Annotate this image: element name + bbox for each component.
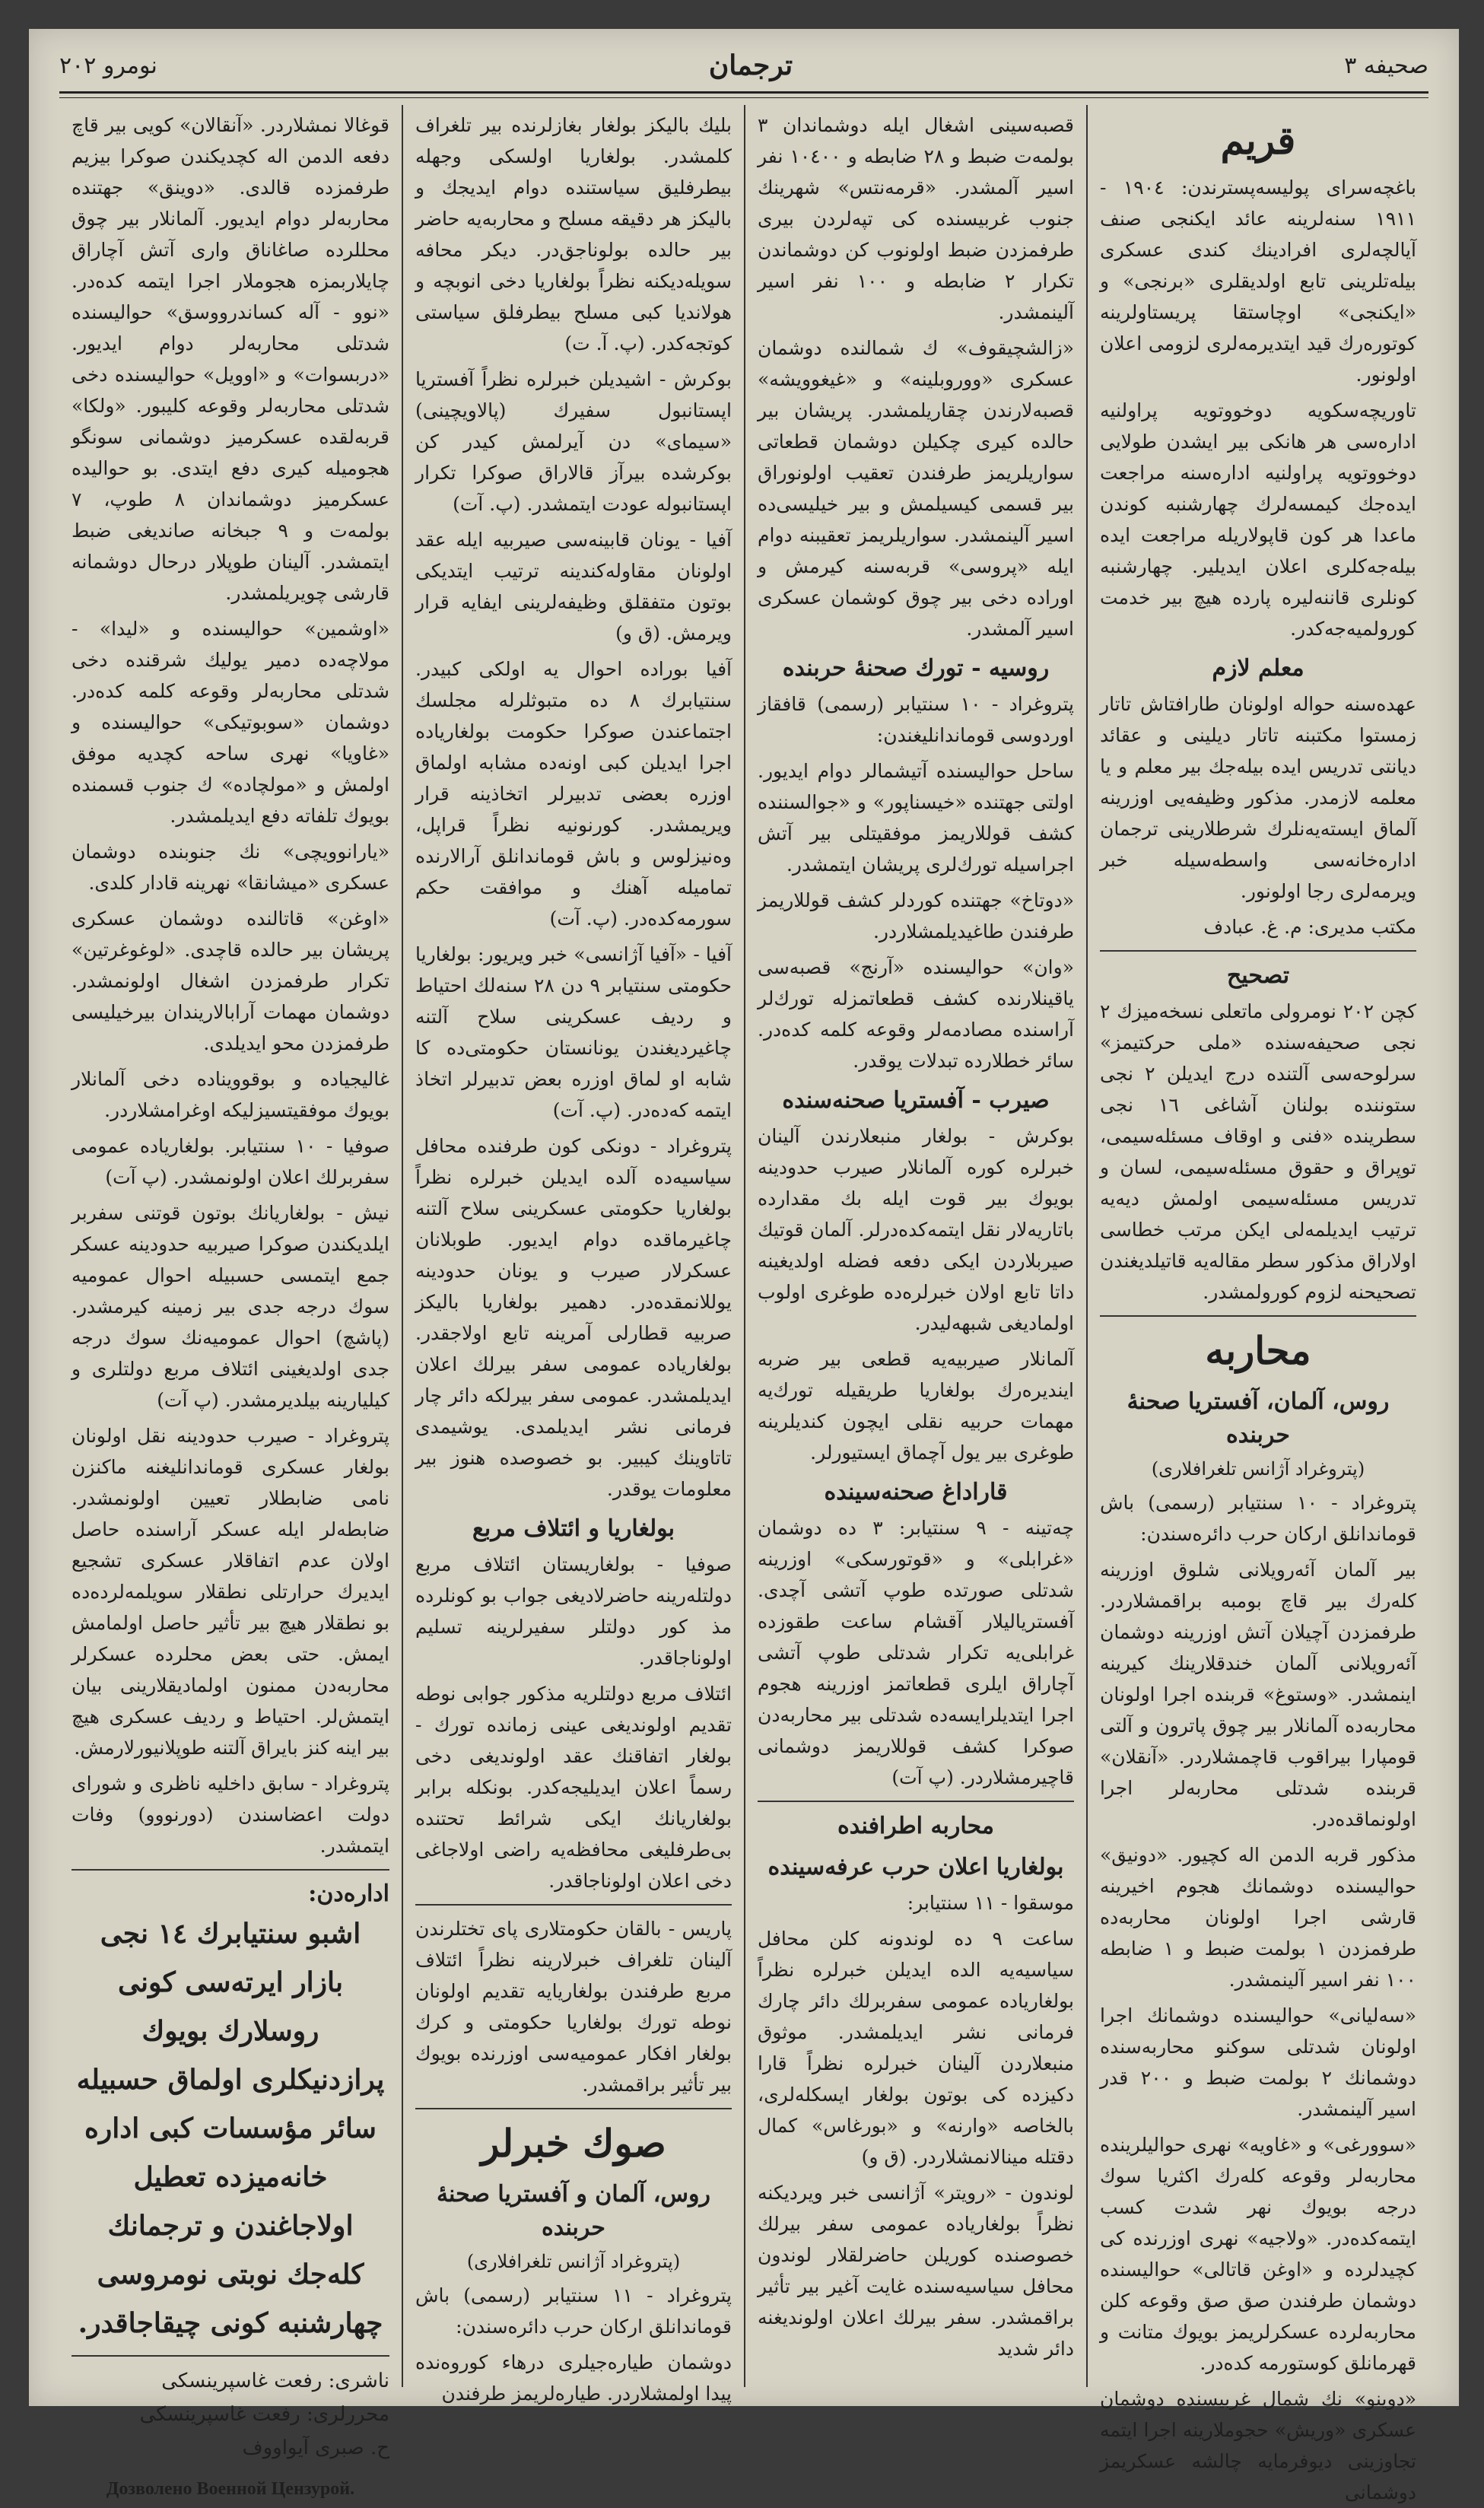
column-2 [744,105,1086,2387]
publisher-line [71,2364,389,2398]
article-paragraph: بوكرش - اشیدیلن خبرلره نظراً آفستریا اپستانبول سفیرك (پالاویچینی) «سیمای» دن آیرلمش كیدر كن بوكرشده بیرآز قالاراق صوكرا تكرار اپستانبوله عودت ایتمشدر. (پ. آت) [415,368,732,515]
administration-notice-body: اشبو سنتیابرك ١٤ نجی بازار ایرته‌سی كونی روسلارك بویوك پرازدنیكلری اولماق حسبیله سائر مؤسسات كبی اداره خانه‌میزده تعطیل اولاجاغندن و ترجمانك كله‌جك نوبتی نومروسی چهارشنبه كونی چیقاجاقدر. [76,1918,385,2339]
article-paragraph: «زالشچیقوف» ك شمالنده دوشمان عسكری «ووروبلینه» و «غیغوویشه» قصبه‌لارندن چقاریلمشدر. پریشان بیر حالده كیری چكیلن دوشمان قطعاتی سواریلریمز طرفندن تعقیب اولونوراق بیر قسمی كیسیلمش و بیر خیلیسی‌ده اسیر آلینمشدر. سواریلریمز تعقیبنه دوام ایله «پروسی» قربه‌سنه كیرمش و اوراده دخی بیر چوق كوشمان عسكری اسیر آلمشدر. [758,337,1074,640]
article-paragraph: پتروغراد - ١١ سنتیابر (رسمی) باش قوماندانلق ارکان حرب دائره‌سندن: [415,2284,732,2338]
article-paragraph: باغچه‌سرای پولیسه‌پسترندن: ١٩٠٤ - ١٩١١ سنه‌لرینه عائد ایکنجی صنف آیالچه‌لری افرادینك كندی عسكری بیله‌تلرینی تابع اولدیقلری «برنجی» و «ایکنجی» اوچاستقا پریستاولرینه كوتوره‌رك قید ایتدیرمه‌لری لزومی اعلان اولونور. [1100,176,1416,386]
article-paragraph: نیش - بولغاریانك بوتون قوتنی سفربر ایلدیكندن صوكرا صیربیه حدودینه عسكر جمع ایتمسی حسبیله احوال عمومیه سوك درجه جدی بیر زمینه كیرمشدر. (پاشچ) احوال عمومیه‌نك سوك درجه جدی اولدیغینی ائتلاف مربع دولتلری و كیلیارینه بیلدیرمشدر. (پ آت) [71,1202,389,1411]
article-paragraph: «یارانوویچی» نك جنوبنده دوشمان عسكری «میشانقا» نهرینه قادار كلدی. [71,841,389,894]
section-heading-russia-turkey: روسیه - تورك صحنهٔ حربنده [782,655,1050,682]
article-paragraph: موسقوا - ١١ سنتیابر: [907,1892,1074,1914]
editor-name: رفعت غاسپرینسكی [139,2403,300,2426]
administration-notice-title: اداره‌دن: [308,1880,389,1907]
article-paragraph: «سوورغی» و «غاویه» نهری حوالیلرینده محاربه‌لر وقوعه كله‌رك اكثریا سوك درجه بویوك نهر شدت كسب ایتمه‌كده‌در. «ولاجیه» نهری اوزرنده كی كچیدلرده و «اوغن قاتالی» حوالیسنده دوشمان طرفندن صق صق وقوعه كلن محاربه‌لرده عسكرلریمز بویوك متانت و قهرمانلق كوستورمه كده‌در. [1100,2134,1416,2374]
section-heading-bulgaria-entente: بولغاریا و ائتلاف مربع [472,1515,675,1542]
correction-heading: تصحیح [1226,962,1290,989]
divider [415,1904,732,1906]
column-1 [1086,105,1428,2503]
divider [1100,1315,1416,1317]
notice-body: عهده‌سنه حواله اولونان طارافتاش تاتار زمستوا مکتبنه تاتار دیلینی و عقائد دیانتی تدریس ایده بیله‌جك بیر معلم و یا معلمه لازمدر. مذکور وظیفه‌یی اوزرینه آلماق ایسته‌یه‌نلرك شرطلارینی ترجمان اداره‌خانه‌سی واسطه‌سیله خبر ویرمه‌لری رجا اولونور. [1100,693,1416,902]
page-number: صحيفه ٣ [1344,52,1428,79]
article-paragraph: صوفیا - ١٠ سنتیابر. بولغاریاده عمومی سفربرلك اعلان اولونمشدر. (پ آت) [71,1135,389,1188]
war-subheading: روس، آلمان، آفستریا صحنهٔ حربنده [1127,1388,1390,1448]
article-paragraph: لوندون - «رویتر» آژانسی خبر ویردیكنه نظراً بولغاریاده عمومی سفر بیرلك خصوصنده كوریلن حاضرلقلار لوندون محافل سیاسیه‌سنده غایت آغیر بیر تأثیر براقمشدر. سفر بیرلك اعلان اولوندیغنه دائر شدید [758,2182,1074,2360]
newspaper-title: ترجمان [708,49,793,81]
article-paragraph: آلمانلار صیربیه‌یه قطعی بیر ضربه ایندیره‌رك بولغاریا طریقیله تورك‌یه مهمات حربیه نقلی ایچون كندیلرینه طوغری بیر یول آچماق ایستیورلر. [758,1348,1074,1464]
section-heading-around-war: محاربه اطرافنده [837,1813,994,1839]
article-paragraph: آفیا بوراده احوال یه اولكی كبیدر. سنتیابرك ٨ ده متبوثلرله مجلسك اجتماعندن صوكرا حكومت بولغاریاده اجرا ایدیلن كبی اونه‌ده مشابه اولماق اوزره بعضی تدبیرلر اتخاذینه قرار ویریمشدر. كورنونیه نظراً قراپل، وه‌نیزلوس و باش قوماندانلق آرالارنده تماميله آهنك و موافقت حكم سورمه‌كده‌در. (پ. آت) [415,658,732,930]
issue-number: نومرو ٢٠٢ [59,52,157,79]
newspaper-page [29,29,1459,2503]
column-4 [59,105,402,2499]
section-heading-crimea: قريم [1220,118,1296,163]
article-paragraph: آفیا - «آفیا آژانسی» خبر ویریور: بولغاریا حكومتی سنتیابر ٩ دن ٢٨ سنه‌لك احتیاط و ردیف عسكرینی سلاح آلتنه چاغیردیغندن یونانستان حكومتی‌ده كا شابه او لماق اوزره بعض تدبیرلر اتخاذ ایتمه كه‌ده‌در. (پ. آت) [415,943,732,1121]
article-paragraph: پتروغراد - صیرب حدودینه نقل اولونان بولغار عسكری قوماندانلیغنه ماكنزن نامی ضابطلار تعیین اولونمشدر. ضابطه‌لر ایله عسكر آراسنده حاصل اولان عدم اتفاقلار عسكری تشجیع ایدیرك حرارتلی نطقلار سویلمه‌لرده‌ده بو نطقلار هیچ بیر تأثیر حاصل اولمامش ایمش. حتی بعض محلرده عسكرلر محاربه‌دن ممنون اولمادیقلارینی بیان ایتمش‌لر. احتیاط و ردیف عسكری هیچ بیر اینه كنز بایراق آلتنه طوپلانیورلارمش. [71,1425,389,1759]
section-heading-serbia-austria: صیرب - آفستریا صحنه‌سنده [782,1087,1050,1114]
article-paragraph: قصبه‌سینی اشغال ایله دوشماندان ٣ بولمه‌ت ضبط و ٢٨ ضابطه و ١٠٤٠٠ نفر اسیر آلمشدر. «قرمه‌نتس» شهرینك جنوب غربیسنده كی تپه‌لردن بیری طرفمزدن ضبط اولونوب كن دوشماندن تكرار ٢ ضابطه و ١٠٠ نفر اسیر آلینمشدر. [758,114,1074,323]
masthead-rule [59,91,1428,94]
article-paragraph: «دوینو» نك شمال غربیسنده دوشمان عسكری «وریش» حجوملارینه اجرا ایتمه تجاوزینی دیوفرمایه چالشه عسكریمز دوشمانی [1100,2388,1416,2503]
article-paragraph: چه‌تینه - ٩ سنتیابر: ٣ ده دوشمان «غرابلی» و «قوتورسكی» اوزرینه شدتلی صورتده طوپ آتشی آچدی. آفستریالیلار آقشام ساعت طقوزده غرابلی‌یه تكرار شدتلی طوپ آتشی آچاراق ایلری قطعاتمز اوزرینه هجوم اجرا ایتدیلر‌ایسه‌ده شدتلی بیر محاربه‌دن صوكرا كشف قوللاریمز دوشمانی قاچیرمشلاردر. (پ آت) [758,1517,1074,1788]
article-paragraph: ائتلاف مربع دولتلریه مذكور جوابی نوطه تقدیم اولوندیغی عینی زمانده تورك - بولغار اتفاقنك عقد اولوندیغی دخی رسماً اعلان ایدیلیجه‌كدر. بونكله برابر بولغاریانك ایكی شرائط تحتنده بی‌طرفلیغی محافظه‌یه راضی اولاجاغی دخی اعلان اولو‌ناجاقدر. [415,1683,732,1892]
latest-news-source: (پتروغراد آژانس تلغرافلاری) [466,2251,681,2272]
article-paragraph: «دوتاخ» جهتنده كوردلر كشف قوللاریمز طرفندن طاغیدیلمشلاردر. [758,889,1074,942]
censorship-note: Дозволено Военной Цензурой. [106,2479,355,2499]
article-paragraph: بوكرش - بولغار منبعلارندن آلینان خبرلره كوره آلمانلار صیرب حدودینه بویوك بیر قوت ایله بك مقدارده باتاريه‌لار نقل ایتمه‌كده‌درلر. آلمان قوتیك صیربلاردن ایكی دفعه فضله اولدیغینه داتا تابع اولان خبرلره‌ده طوغری اولوب اولمادیغی شبهه‌لیدر. [758,1125,1074,1334]
divider [758,1801,1074,1802]
article-paragraph: «اوغن» قاتالنده دوشمان عسكری پریشان بیر حالده قاچدی. «لوغوغرتین» تكرار طرفمزدن اشغال اولونمشدر. دوشمان مهمات آرابالاریندان بیرخیلیسی طرفمزدن محو ایدیلدی. [71,908,389,1054]
divider [1100,950,1416,952]
war-heading: محاربه [1205,1328,1311,1373]
divider [71,1869,389,1871]
article-paragraph: مذكور قربه الدمن اله كچيور. «دونیق» حوالیسنده دوشمانك هجوم اخیرینه قارشی اجرا اولونان محاربه‌ده طرفمزدن ١ بولمت ضبط و ١ ضابطه ١٠٠ نفر اسیر آلینمشدر. [1100,1844,1416,1991]
article-paragraph: ساحل حوالیسنده آتیشمالر دوام ایدیور. اولتی جهتنده «خیسناپور» و «جوالسننده كشف قوللاریمز موفقیتلی بیر آتش اجراسیله تورك‌لری پریشان ایتمشدر. [758,760,1074,876]
article-paragraph: پتروغراد - دونكی كون طرفنده محافل سیاسیه‌ده آلده ایدیلن خبرلره نظراً بولغاریا حكومتی عسكرینی سلاح آلتنه چاغیرماقده دوام ایدیور. طوبلانان عسكرلار صیرب و یونان حدودینه یوللانمقده‌در. دهمیر بولغاریا بالیكز صربیه‌ قطارلی آمرینه تابع اولاجقدر. بولغاریاده عمومی سفر بیرلك اعلان ایدیلمشدر. عمومی سفر بیرلكه دائر چار فرمانی نشر ایدیلمدی. یوشیمدی تاتاوینك كیبیر. بو خصوصده هنوز بیر معلومات یوقدر. [415,1135,732,1500]
columns [59,105,1428,2503]
article-paragraph: «سه‌لیانی» حوالیسنده دوشمانك اجرا اولونان شدتلی سوكنو محاربه‌سنده دوشمانك ٢ بولمت ضبط و ٢٠٠ قدر اسیر آلینمشدر. [1100,2004,1416,2120]
war-source: (پتروغراد آژانس تلغرافلاری) [1151,1458,1365,1480]
notice-signature: مکتب مدیری: م. غ. عبادف [1203,916,1416,938]
article-paragraph: غالیجیاده و بوقوویناده دخی آلمانلار بویوك موفقیتسیزلیكه اوغرامشلاردر. [71,1068,389,1121]
editors-label: محررلری: [307,2403,389,2426]
notice-heading-teacher: معلم لازم [1212,655,1304,682]
publisher-label: ناشری: [328,2370,389,2392]
article-paragraph: «وان» حوالیسنده «آرنج» قصبه‌سی یاقینلارنده كشف قطعاتمزله تورك‌لر آراسنده مصادمه‌لر وقوعه كلمه كده‌در. سائر خطلارده تبدلات یوقدر. [758,956,1074,1072]
editors-block [71,2398,389,2465]
article-paragraph: «اوشمین» حوالیسنده و «لیدا» - مولاچه‌ده دمیر یولیك شرقنده دخی شدتلی محاربه‌لر وقوعه كلمه كده‌در. دوشمان «سوبوتیكی» حوالیسنده و «غاویا» نهری ساحه كچدیه موفق اولمش و «مولچاده» ك جنوب قسمنده بویوك تلفاته دفع ایدیلمشدر. [71,618,389,827]
divider [415,2108,732,2109]
publisher-name: رفعت غاسپرینسكی [161,2370,323,2392]
article-paragraph: قوغالا نمشلاردر. «آنقالان» كویی بیر قاچ دفعه الدمن اله كچدیكندن صوكرا بیزیم طرفمزده قالدی. «دوینق» جهتنده محاربه‌لر دوام ایدیور. آلمانلار بیر چوق محللرده صاغاناق واری آتش آچاراق چایلاربمزه هجوملار اجرا ایتمه كده‌در. «نوو - آله كساندرووسق» حوالیسنده شدتلی محاربه‌لر دوام ایدیور. «دربسوات» و «اوویل» حوالیسنده دخی شدتلی محاربه‌لر وقوعه كلیبور. «ولكا» قربه‌لقده عسكرمیز دوشمانی سونگو هجومیله كیری دفع ایتدی. بو حوالیده عسكرمیز دوشماندان ٨ طوپ، ٧ بولمه‌ت و ٩ جبخانه صاندیغی ضبط ایتمشدر. آلینان طوپلار درحال دوشمانه قارشی چویریلمشدر. [71,114,389,604]
editor-name: ح. صبری آیواووف [242,2436,389,2459]
column-3 [402,105,744,2405]
correction-body: كچن ٢٠٢ نومرولی ماتعلی نسخه‌میزك ٢ نجی صحیفه‌سنده «ملی حرکتیمز» سرلوحه‌سی آلتنده درج ایدیلن ٢ نجی ستوننده بولنان آشاغی ١٦ نجی سطرینده «فنی و اوقاف مسئله‌سیمی، توپراق و حقوق مسئله‌سیمی، لسان و تدریس مسئله‌سیمی اولمش دیه‌یه ترتیب ایدیلمه‌لی ایکن مرتب خطاسی اولاراق مذکور سطر مقاله‌یه قاتیلدیغندن تصحیحنه لزوم كورولمشدر. [1100,1000,1416,1303]
article-paragraph: پتروغراد - سابق داخلیه ناظری و شورای دولت اعضاسندن (دورنووو) وفات ایتمشدر. [71,1772,389,1857]
article-paragraph: بیر آلمان آئه‌رویلانی شلوق اوزرینه كله‌رك بیر قاچ بومبه براقمشلاردر. طرفمزدن آچیلان آتش اوزرینه دوشمان آئه‌رویلانی آلمان خندقلارینك كیرینه اینمشدر. «وستوغ» قربنده اجرا اولونان محاربه‌ده آلمانلار بیر چوق پاترون و آلتی قومپارا بیراقوب قاچمشلاردر. «آنقلان» قربنده شدتلی محاربه‌لر اجرا اولونماقده‌در. [1100,1559,1416,1830]
article-paragraph: پاریس - بالقان حكومتلاری پای تختلرندن آلینان تلغراف خبرلارینه نظراً ائتلاف مربع طرفندن بولغاریایه تقدیم اولونان نوطه تورك بولغاریا حكومتی و كرك بولغار افكار عمومیه‌سی اوزرنده بویوك بیر تأثیر براقمشدر. [415,1918,732,2096]
article-paragraph: صوفیا - بولغاریستان ائتلاف مربع دولتله‌رینه حاضرلادیغی جواب بو كونلرده مذ كور دولتلر سفیرلرینه تسلیم اولوناجاقدر. [415,1553,732,1669]
article-paragraph: پتروغراد - ١٠ سنتیابر (رسمی) باش قوماندانلق ارکان حرب دائره‌سندن: [1100,1492,1416,1545]
article-paragraph: پتروغراد - ١٠ سنتیابر (رسمی) قافقاز اوردوسی قوماندانلیغندن: [758,693,1074,746]
latest-news-heading: صوك خبرلر [481,2121,666,2166]
article-paragraph: تاوریچه‌سکویه دوخووتویه پراولنیه ادارەسی هر هانكی بیر ایشدن طولایی دوخووتویه پراولنیه ادارەسنه مراجعت ایده‌جك كیمسه‌لرك چهارشنبه كوندن ماعدا هر كون قاپولاریله مراجعت ایده بیله‌جه‌كلری اعلان ایدیلیر. چهارشنبه كونلری قاننه‌لیره پارده هیچ بیر خدمت كورولمیه‌جه‌كدر. [1100,399,1416,640]
masthead [59,43,1428,88]
masthead-rule-thin [59,97,1428,98]
article-paragraph: ساعت ٩ ده لوندونه كلن محافل سیاسیه‌یه الده ایدیلن خبرلره نظراً بولغاریاده عمومی سفربرلك دائر چارك فرمانی نشر ایدیلمشدر. موثوق منبعلاردن آلینان خبرلره نظراً قارا دكیزده كی بوتون بولغار ایسكله‌لری، بالخاصه «وارنه» و «بورغاس» كمال دقتله مینالانمشلاردر. (ق و) [758,1928,1074,2168]
article-paragraph: آفیا - یونان قابینه‌سی صیربیه ایله عقد اولونان مقاوله‌كندینه ترتیب ایتدیكی بوتون متفقلق وظیفه‌لرینی ایفایه قرار ویرمش. (ق و) [415,529,732,644]
article-paragraph: دوشمان طیاره‌جیلری درهاء كوروه‌نده پیدا اولمشلاردر. طیاره‌لریمز طرفندن [415,2351,732,2405]
section-heading-montenegro: قارا‌داغ صحنه‌سینده [824,1479,1008,1505]
article-paragraph: بلیك بالیكز بولغار بغازلرنده بیر تلغراف كلمشدر. بولغاریا اولسكی وجهله بیطرفلیق سیاستنده دوام ایدیجك و بالیكز هر دقیقه مسلح و محاربه‌یه حاضر بیر حالده بولوناجق‌در. دیكر محافه سویله‌دیكنه نظراً بولغاریا دخی انوبچه و هولاندیا كبی مسلح بیطرفلق سیاستی كوتجه‌كدر. (پ. آ. ت) [415,114,732,354]
divider [71,2355,389,2357]
section-heading-bulgaria: بولغاریا اعلان حرب عرفه‌سینده [767,1854,1064,1880]
latest-news-subheading: روس، آلمان و آفستریا صحنهٔ حربنده [436,2181,711,2241]
